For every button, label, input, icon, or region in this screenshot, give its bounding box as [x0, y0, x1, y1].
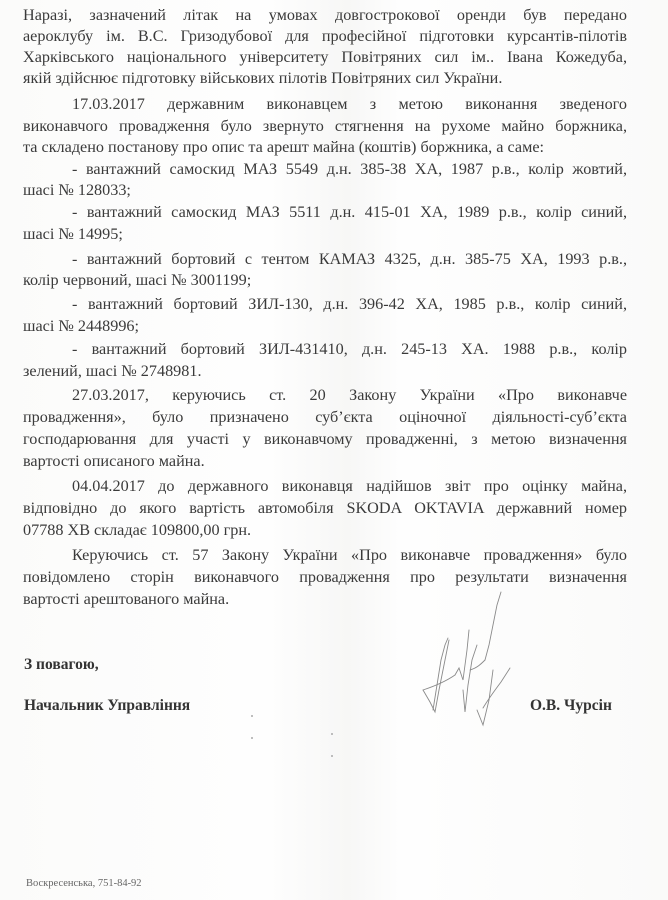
text-line: Харківського національного університету Повітряних сил ім.. Івана Кожедуба, — [23, 48, 627, 66]
scan-speck — [251, 715, 253, 717]
text-line: 17.03.2017 державним виконавцем з метою виконання зведеного — [72, 95, 627, 113]
list-item-line: зелений, шасі № 2748981. — [23, 362, 202, 380]
list-item-line: - вантажний самоскид МАЗ 5511 д.н. 415-01 ХА, 1989 р.в., колір синий, — [72, 203, 627, 221]
list-item-line: колір червоний, шасі № 3001199; — [23, 271, 252, 289]
signer-title: Начальник Управління — [24, 697, 191, 714]
list-item-line: шасі № 2448996; — [23, 317, 140, 335]
scan-speck — [331, 755, 333, 757]
signer-name: О.В. Чурсін — [530, 697, 612, 714]
handwritten-signature — [415, 590, 525, 730]
scan-speck — [251, 737, 253, 739]
scan-speck — [331, 733, 333, 735]
list-item-line: - вантажний бортовий с тентом КАМАЗ 4325, д.н. 385-75 ХА, 1993 р.в., — [72, 250, 627, 268]
list-item-line: - вантажний бортовий ЗИЛ-431410, д.н. 245-13 ХА. 1988 р.в., колір — [72, 340, 627, 358]
text-line: якій здійснює підготовку військових пілотів Повітряних сил України. — [23, 69, 503, 87]
text-line: господарювання для участі у виконавчому провадженні, з метою визначення — [23, 430, 627, 448]
text-line: та складено постанову про опис та арешт майна (коштів) боржника, а саме: — [23, 138, 545, 156]
text-line: 07788 ХВ складає 109800,00 грн. — [23, 521, 252, 539]
text-line: виконавчого провадження було звернуто стягнення на рухоме майно боржника, — [23, 117, 627, 135]
text-line: Керуючись ст. 57 Закону України «Про виконавче провадження» було — [72, 546, 627, 564]
text-line: вартості арештованого майна. — [23, 590, 230, 608]
list-item-line: - вантажний самоскид МАЗ 5549 д.н. 385-38 ХА, 1987 р.в., колір жовтий, — [72, 160, 627, 178]
text-line: відповідно до якого вартість автомобіля SKODA OKTAVIA державний номер — [23, 499, 627, 517]
closing-text: З повагою, — [24, 656, 99, 673]
text-line: 27.03.2017, керуючись ст. 20 Закону України «Про виконавче — [72, 386, 627, 404]
text-line: провадження», було призначено суб’єкта оціночної діяльності-суб’єкта — [23, 408, 627, 426]
text-line: вартості описаного майна. — [23, 452, 205, 470]
list-item-line: - вантажний бортовий ЗИЛ-130, д.н. 396-42 ХА, 1985 р.в., колір синий, — [72, 295, 627, 313]
text-line: 04.04.2017 до державного виконавця надійшов звіт про оцінку майна, — [72, 477, 627, 495]
text-line: Наразі, зазначений літак на умовах довгострокової оренди був передано — [23, 6, 627, 24]
list-item-line: шасі № 14995; — [23, 225, 123, 243]
footer-contact: Воскресенська, 751-84-92 — [26, 878, 142, 889]
text-line: повідомлено сторін виконавчого провадження про результати визначення — [23, 568, 627, 586]
text-line: аероклубу ім. В.С. Гризодубової для професійної підготовки курсантів-пілотів — [23, 27, 627, 45]
list-item-line: шасі № 128033; — [23, 181, 131, 199]
